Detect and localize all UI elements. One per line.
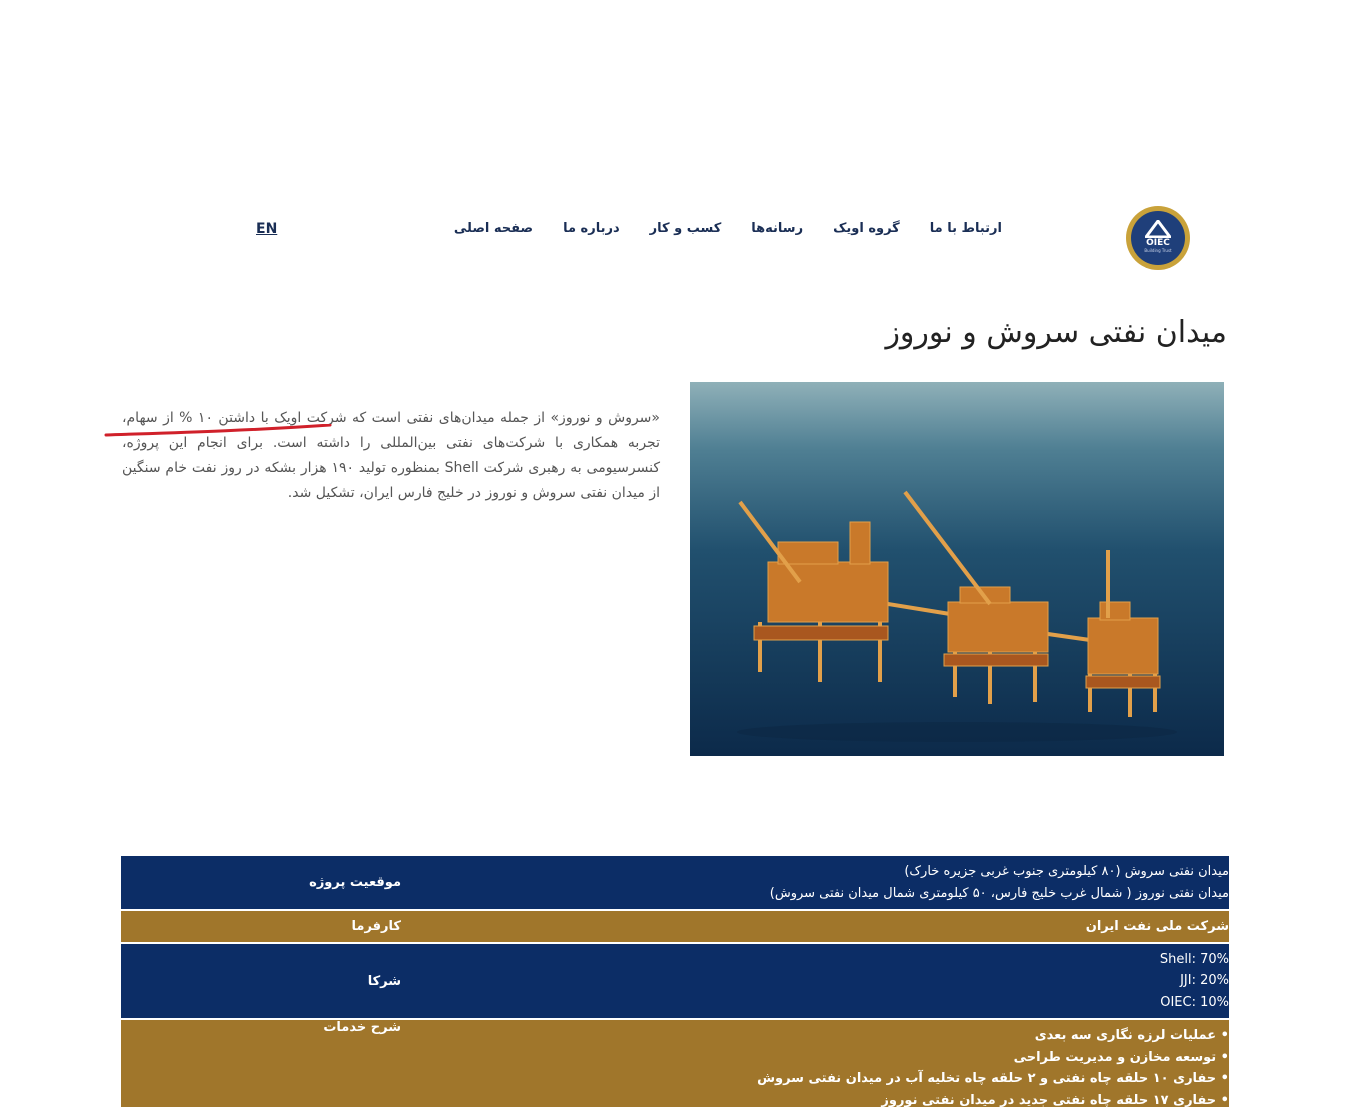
location-label: موقعیت پروژه [309,875,401,890]
location-line-2: میدان نفتی نوروز ( شمال غرب خلیج فارس، ۵۰ کیلومتری شمال میدان نفتی سروش) [769,885,1229,901]
partners-value [405,944,1229,1018]
project-info-table [121,856,1229,1107]
scope-item-1: • عملیات لرزه نگاری سه بعدی [1034,1028,1229,1043]
scope-item-2: • توسعه مخازن و مدیریت طراحی [1013,1049,1229,1065]
partner-oiec: OIEC: 10% [1160,994,1229,1010]
partner-jji: JJI: 20% [1180,973,1229,989]
partners-label: شرکا [367,973,401,989]
row-scope [121,1020,1229,1107]
oil-platform-photo [690,382,1224,756]
partner-shell: Shell: 70% [1159,951,1229,967]
red-underline-mark [104,424,334,440]
intro-paragraph: «سروش و نوروز» از جمله میدان‌های نفتی است که شرکت اویک با داشتن ۱۰ % از سهام، تجربه همکاری با شرکت‌های نفتی بین‌المللی را داشته است. برای انجام این پروژه، کنسرسیومی به رهبری شرکت Shell بمنظوره تولید ۱۹۰ هزار بشکه در روز نفت خام سنگین از میدان نفتی سروش و نوروز در خلیج فارس ایران، تشکیل شد. [122,410,660,501]
location-value [405,856,1229,909]
oiec-logo[interactable] [1126,206,1190,270]
scope-value [405,1020,1229,1107]
row-client [121,911,1229,944]
scope-item-4: • حفاری ۱۷ حلقه چاه نفتی جدید در میدان نفتی نوروز [881,1092,1229,1107]
client-value [405,911,1229,942]
client-name: شرکت ملی نفت ایران [1085,918,1229,934]
main-nav [454,221,1002,236]
logo-triangle-icon [1145,220,1171,238]
location-line-1: میدان نفتی سروش (۸۰ کیلومتری جنوب غربی جزیره خارک) [904,864,1229,879]
client-label: کارفرما [351,919,401,934]
row-partners [121,944,1229,1020]
logo-text: OIEC [1146,237,1170,248]
scope-label: شرح خدمات [323,1020,401,1035]
nav-media[interactable]: رسانه‌ها [751,221,804,236]
scope-item-3: • حفاری ۱۰ حلقه چاه نفتی و ۲ حلقه چاه تخلیه آب در میدان نفتی سروش [757,1071,1229,1086]
page-title: میدان نفتی سروش و نوروز [885,315,1227,350]
nav-contact[interactable]: ارتباط با ما [929,221,1002,236]
nav-business[interactable]: کسب و کار [649,221,722,236]
logo-badge [1131,211,1185,265]
nav-home[interactable]: صفحه اصلی [453,221,534,236]
nav-group[interactable]: گروه اویک [833,221,900,236]
language-switch[interactable]: EN [256,221,278,237]
row-location [121,856,1229,911]
nav-about[interactable]: درباره ما [563,221,620,236]
logo-subtext: Building Trust [1144,247,1172,253]
